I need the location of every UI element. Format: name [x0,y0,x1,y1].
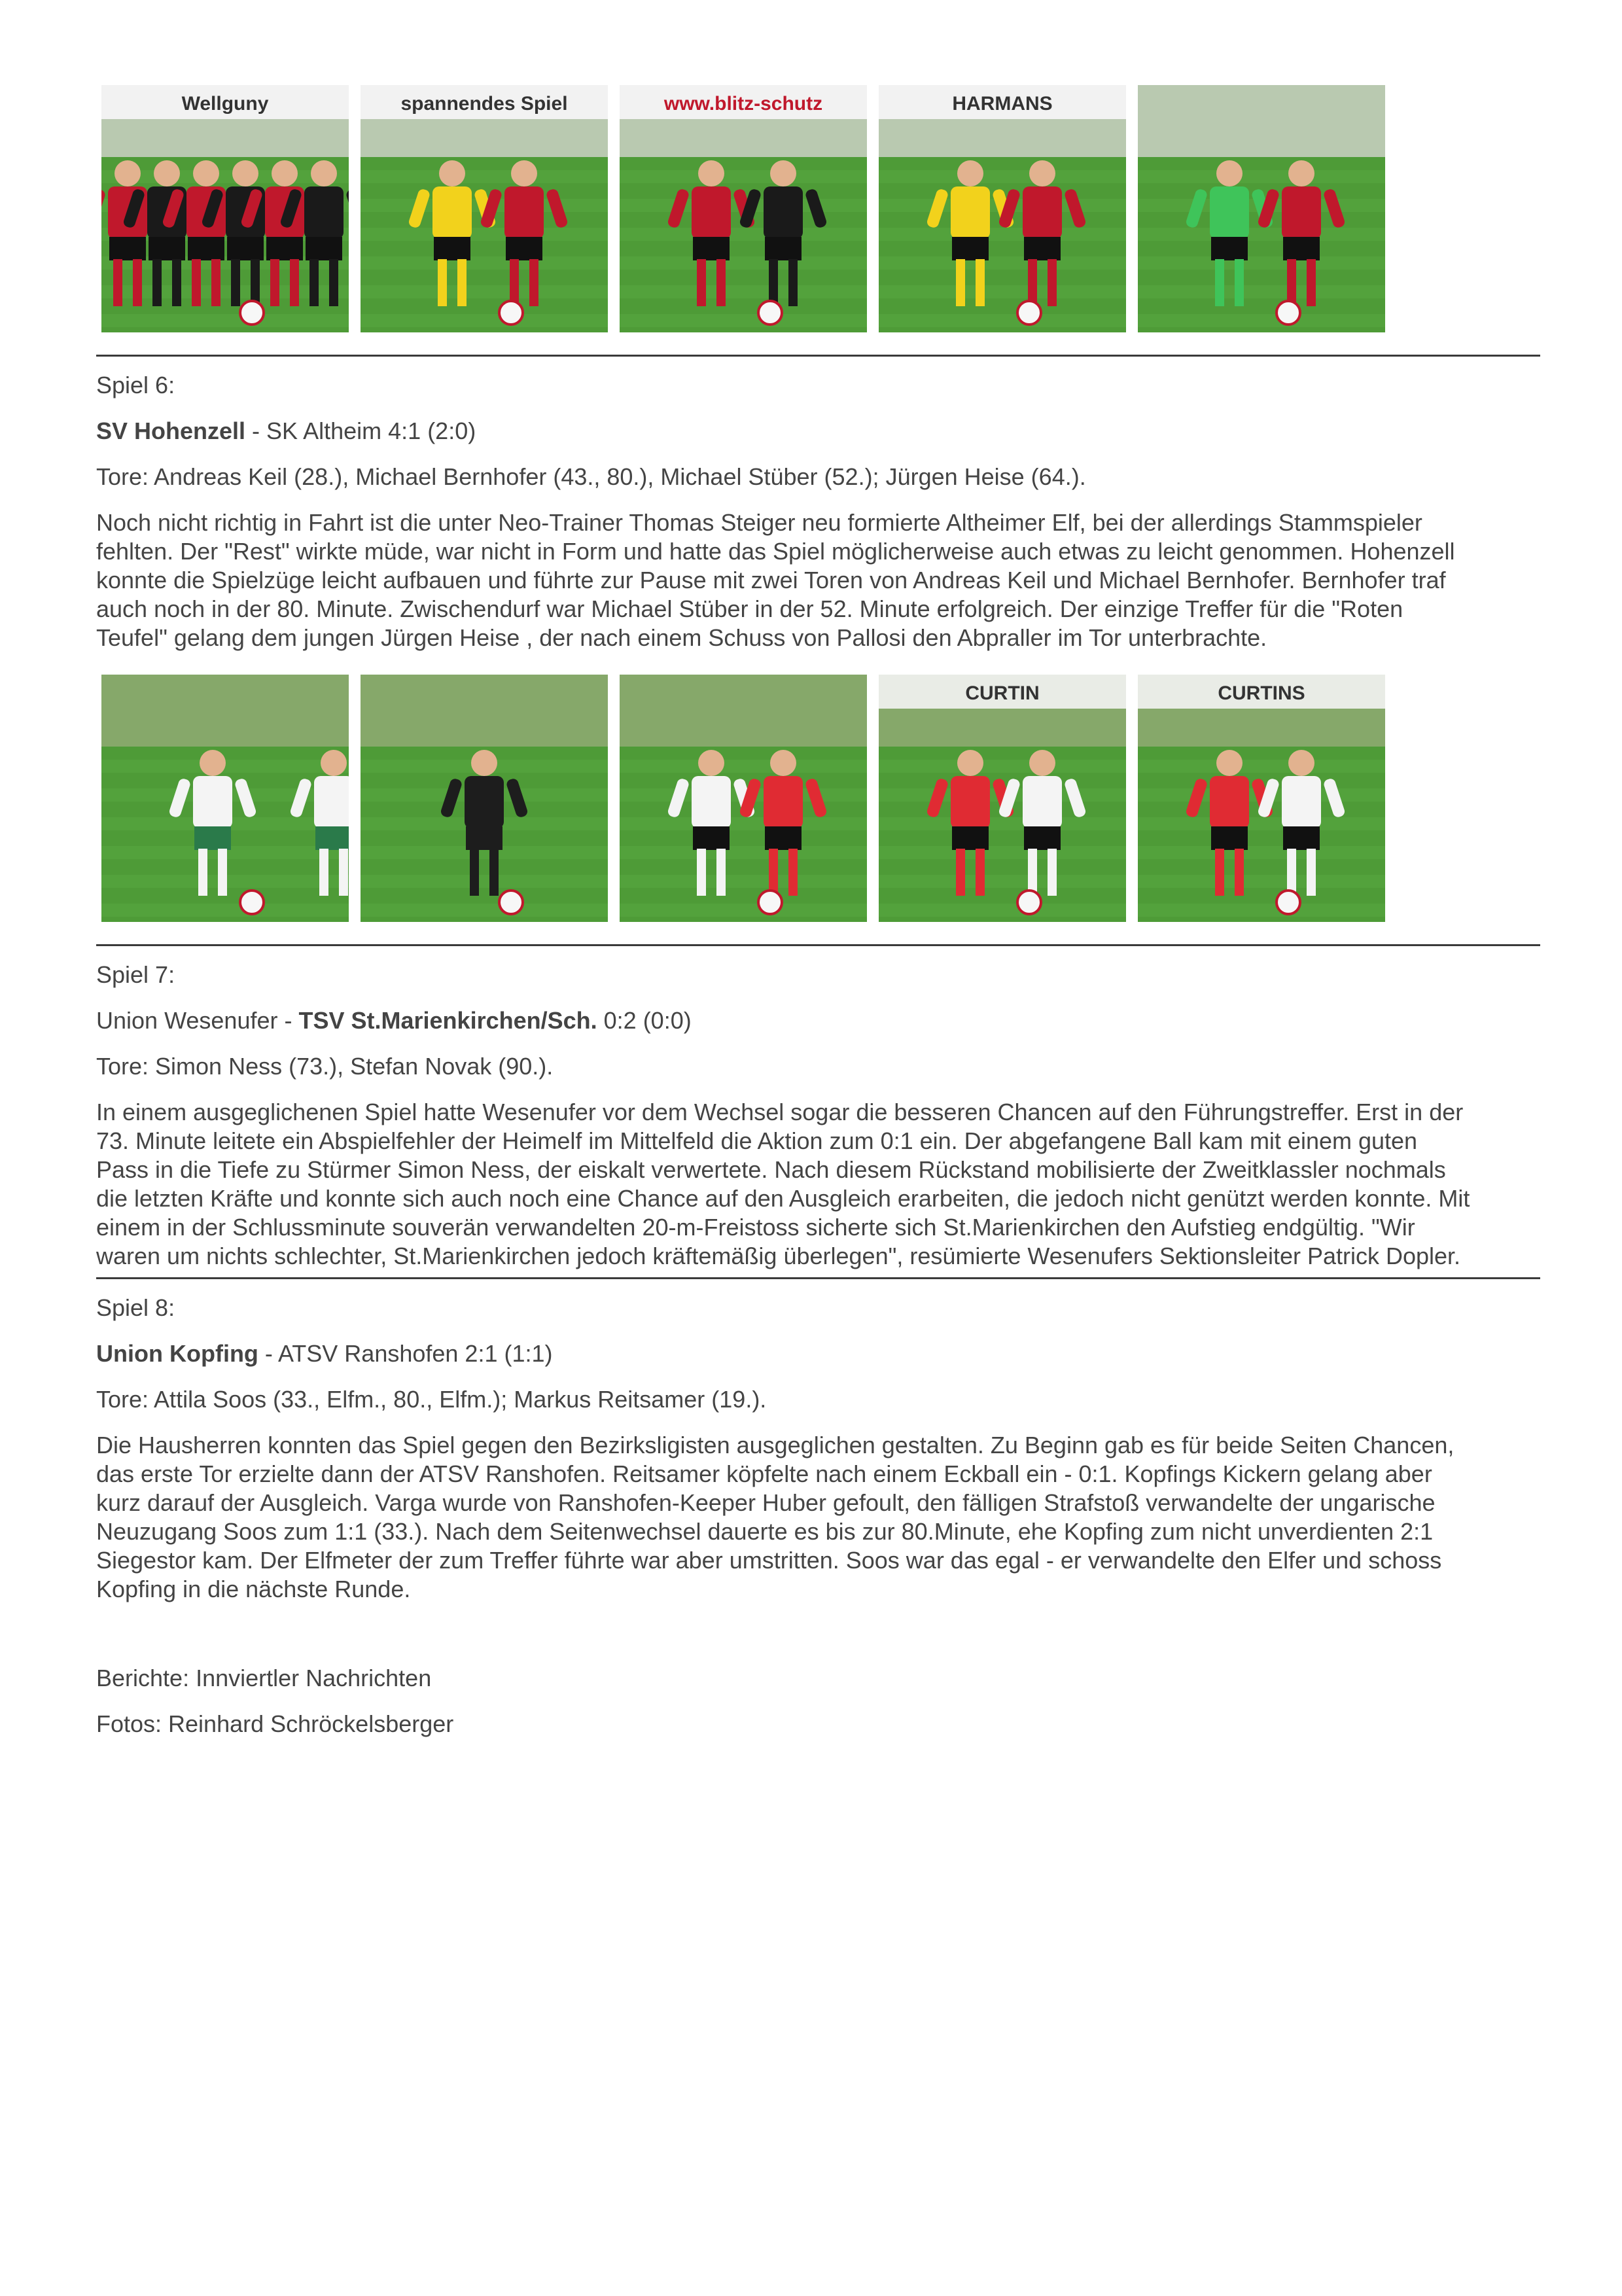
report-line: 73. Minute leitete ein Abspielfehler der Heimelf im Mittelfeld die Aktion zum 0:1 ein. Der abgefangene Ball kam mit einem guten [96,1127,1418,1154]
credits [96,1664,1540,1739]
players-duel-photo [1138,675,1385,922]
report-line: Neuzugang Soos zum 1:1 (33.). Nach dem Seitenwechsel dauerte es bis zur 80.Minute, ehe Kopfing zum nicht unverdienten 2:1 [96,1518,1434,1545]
game-report [96,1431,1540,1604]
ball-fight-photo [620,675,867,922]
game-7-section [96,961,1540,1271]
score: 0:2 (0:0) [597,1007,692,1034]
game-label: Spiel 6: [96,372,175,398]
report-line: Die Hausherren konnten das Spiel gegen den Bezirksligisten ausgeglichen gestalten. Zu Beginn gab es für beide Seiten Chancen, [96,1432,1455,1458]
team-separator: - [277,1007,299,1034]
home-team: Union Wesenufer [96,1007,278,1034]
players-chase-photo [879,675,1126,922]
team-separator: - [245,417,267,444]
report-line: In einem ausgeglichenen Spiel hatte Wesenufer vor dem Wechsel sogar die besseren Chancen auf den Führungstreffer. Erst in der [96,1099,1464,1125]
referee-photo [361,675,608,922]
photo-gallery-2 [101,675,1540,922]
away-team: ATSV Ranshofen [277,1340,459,1367]
report-line: Noch nicht richtig in Fahrt ist die unter Neo-Trainer Thomas Steiger neu formierte Altheimer Elf, bei der allerdings Stammspieler [96,509,1422,536]
game-label: Spiel 7: [96,961,175,988]
score: 4:1 (2:0) [381,417,476,444]
report-line: Teufel" gelang dem jungen Jürgen Heise , der nach einem Schuss von Pallosi den Abpraller im Tor unterbrachte. [96,624,1267,651]
away-team: SK Altheim [266,417,382,444]
report-line: waren um nichts schlechter, St.Marienkirchen jedoch kräftemäßig überlegen", resümierte Wesenufers Sektionsleiter Patrick Dopler. [96,1243,1461,1269]
game-label: Spiel 8: [96,1294,175,1321]
svg-text:CURTINS: CURTINS [1218,682,1305,704]
report-line: auch noch in der 80. Minute. Zwischendurf war Michael Stüber in der 52. Minute erfolgreich. Der einzige Treffer für die "Roten [96,595,1403,622]
section-divider [96,1277,1540,1279]
reports-credit: Berichte: Innviertler Nachrichten [96,1665,432,1691]
section-divider [96,355,1540,357]
game-report [96,1098,1540,1271]
football-run-photo [1138,85,1385,332]
report-line: das erste Tor erzielte dann der ATSV Ranshofen. Reitsamer köpfelte nach einem Eckball ein - 0:1. Kopfings Kickern gelang aber [96,1460,1432,1487]
svg-text:CURTIN: CURTIN [965,682,1040,704]
report-line: fehlten. Der "Rest" wirkte müde, war nicht in Form und hatte das Spiel möglicherweise auch etwas zu leicht genommen. Hohenzell [96,538,1455,565]
team-huddle-photo [101,85,349,332]
game-result [96,1006,1540,1035]
svg-text:spannendes Spiel: spannendes Spiel [400,93,568,115]
goal-scorers: Tore: Attila Soos (33., Elfm., 80., Elfm.); Markus Reitsamer (19.). [96,1386,767,1413]
football-dribble-photo [620,85,867,332]
svg-text:Wellguny: Wellguny [181,93,269,115]
game-6-section [96,371,1540,652]
team-separator: - [258,1340,278,1367]
photo-gallery-1 [101,85,1540,332]
photos-credit: Fotos: Reinhard Schröckelsberger [96,1710,454,1737]
goal-scorers: Tore: Andreas Keil (28.), Michael Bernhofer (43., 80.), Michael Stüber (52.); Jürgen Heise (64.). [96,463,1086,490]
goal-scorers: Tore: Simon Ness (73.), Stefan Novak (90.). [96,1053,554,1080]
report-line: die letzten Kräfte und konnte sich auch noch eine Chance auf den Ausgleich erarbeiten, die jedoch nicht genützt werden konnte. Mit [96,1185,1470,1212]
report-line: kurz darauf der Ausgleich. Varga wurde von Ranshofen-Keeper Huber gefoult, den fälligen Strafstoß verwandelte der ungarische [96,1489,1436,1516]
report-line: Siegestor kam. Der Elfmeter der zum Treffer führte war aber umstritten. Soos war das egal - er verwandelte den Elfer und schoss [96,1547,1442,1574]
article-page [96,85,1540,1756]
football-tackle-photo [879,85,1126,332]
player-white-kit-photo [101,675,349,922]
away-team: TSV St.Marienkirchen/Sch. [298,1007,597,1034]
game-report [96,508,1540,652]
report-line: konnte die Spielzüge leicht aufbauen und führte zur Pause mit zwei Toren von Andreas Keil und Michael Bernhofer. Bernhofer traf [96,567,1446,593]
report-line: einem in der Schlussminute souverän verwandelten 20-m-Freistoss sicherte sich St.Marienkirchen den Aufstieg endgültig. "Wir [96,1214,1415,1241]
section-divider [96,944,1540,946]
home-team: SV Hohenzell [96,417,246,444]
home-team: Union Kopfing [96,1340,258,1367]
svg-text:HARMANS: HARMANS [952,93,1053,115]
football-duel-photo [361,85,608,332]
game-result [96,417,1540,446]
game-8-section [96,1294,1540,1604]
report-line: Pass in die Tiefe zu Stürmer Simon Ness, der eiskalt verwertete. Nach diesem Rückstand mobilisierte der Zweitklassler nochmals [96,1156,1446,1183]
score: 2:1 (1:1) [458,1340,553,1367]
game-result [96,1339,1540,1368]
report-line: Kopfing in die nächste Runde. [96,1576,411,1602]
svg-text:www.blitz-schutz: www.blitz-schutz [663,93,823,115]
